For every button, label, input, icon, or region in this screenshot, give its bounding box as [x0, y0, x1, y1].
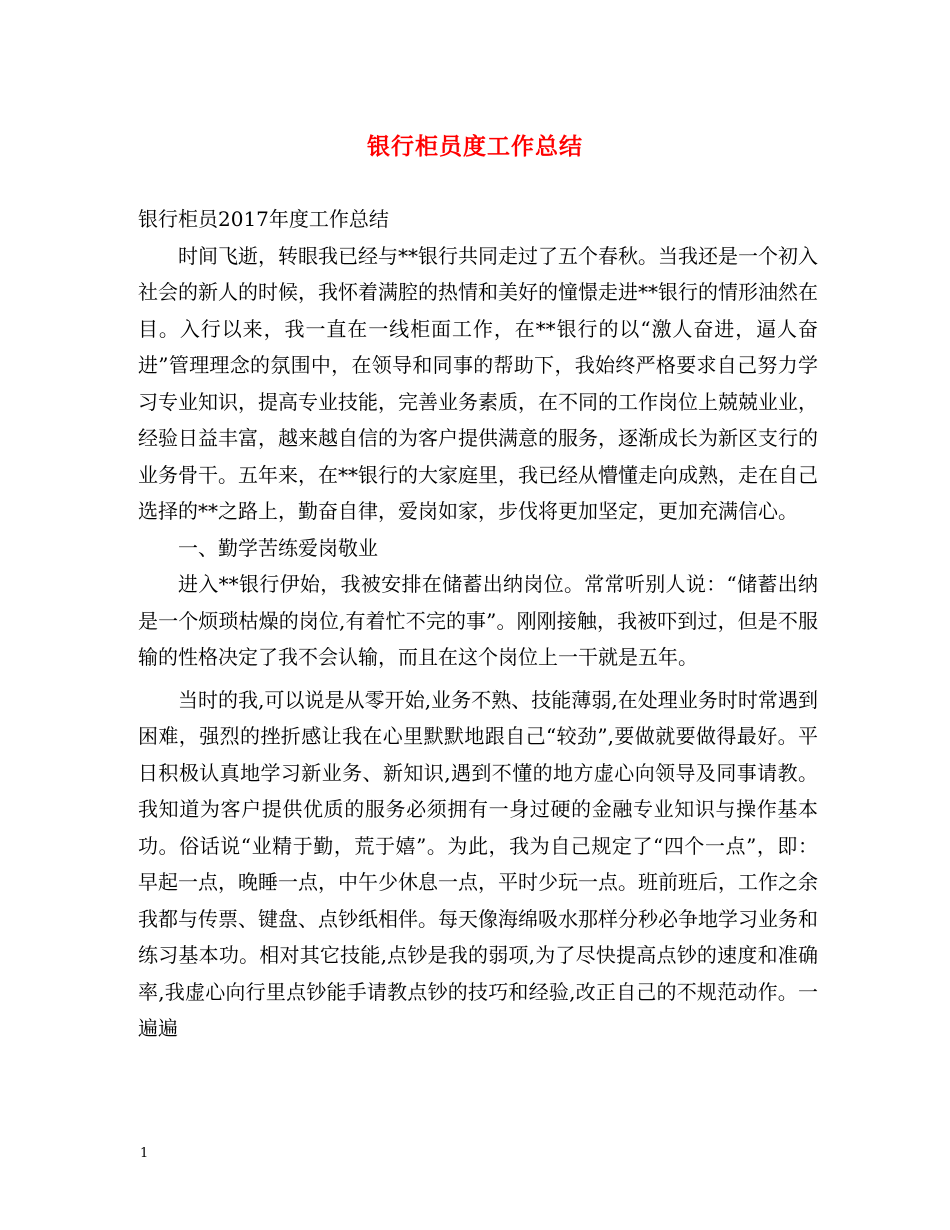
page-number: 1 [140, 1146, 149, 1161]
subtitle-line: 银行柜员2017年度工作总结 [138, 207, 389, 231]
paragraph-entry: 进入**银行伊始，我被安排在储蓄出纳岗位。常常听别人说：“储蓄出纳是一个烦琐枯燥的岗位,有着忙不完的事”。刚刚接触，我被吓到过，但是不服输的性格决定了我不会认输，而且在这个岗位上一干就是五年。 [138, 572, 818, 669]
document-body [138, 201, 818, 1047]
paragraph-intro: 时间飞逝，转眼我已经与**银行共同走过了五个春秋。当我还是一个初入社会的新人的时候，我怀着满腔的热情和美好的憧憬走进**银行的情形油然在目。入行以来，我一直在一线柜面工作，在**银行的以“激人奋进，逼人奋进”管理理念的氛围中，在领导和同事的帮助下，我始终严格要求自己努力学习专业知识，提高专业技能，完善业务素质，在不同的工作岗位上兢兢业业，经验日益丰富，越来越自信的为客户提供满意的服务，逐渐成长为新区支行的业务骨干。五年来，在**银行的大家庭里，我已经从懵懂走向成熟，走在自己选择的**之路上，勤奋自律，爱岗如家，步伐将更加坚定，更加充满信心。 [138, 243, 818, 523]
paragraph-practice: 当时的我,可以说是从零开始,业务不熟、技能薄弱,在处理业务时时常遇到困难，强烈的挫折感让我在心里默默地跟自己“较劲”,要做就要做得最好。平日积极认真地学习新业务、新知识,遇到不懂的地方虚心向领导及同事请教。我知道为客户提供优质的服务必须拥有一身过硬的金融专业知识与操作基本功。俗话说“业精于勤，荒于嬉”。为此，我为自己规定了“四个一点”，即：早起一点，晚睡一点，中午少休息一点，平时少玩一点。班前班后，工作之余我都与传票、键盘、点钞纸相伴。每天像海绵吸水那样分秒必争地学习业务和练习基本功。相对其它技能,点钞是我的弱项,为了尽快提高点钞的速度和准确率,我虚心向行里点钞能手请教点钞的技巧和经验,改正自己的不规范动作。一遍遍 [138, 687, 818, 1040]
document-title: 银行柜员度工作总结 [367, 133, 583, 160]
section-heading: 一、勤学苦练爱岗敬业 [178, 535, 378, 560]
